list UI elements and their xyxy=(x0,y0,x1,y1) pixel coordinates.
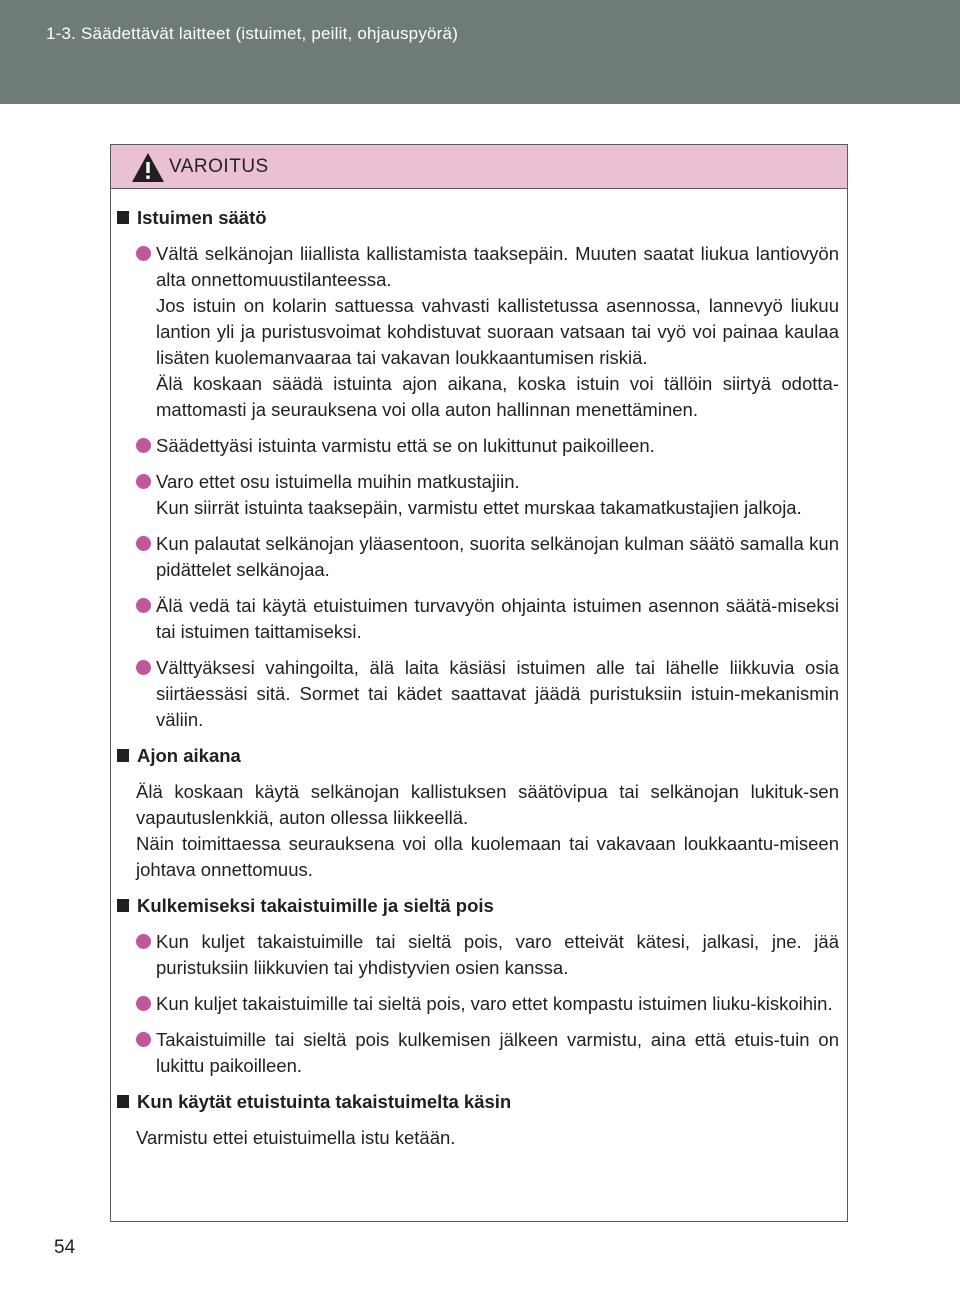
section-paragraph xyxy=(115,779,839,883)
bullet-text: Kun siirrät istuinta taaksepäin, varmistu ettet murskaa takamatkustajien jalkoja. xyxy=(156,497,802,518)
paragraph-text: Näin toimittaessa seurauksena voi olla kuolemaan tai vakavaan loukkaantu-miseen johtava onnettomuus. xyxy=(136,833,839,880)
bullet-item xyxy=(115,531,839,583)
section-heading xyxy=(115,1089,839,1115)
circle-bullet-icon xyxy=(136,474,151,489)
circle-bullet-icon xyxy=(136,934,151,949)
bullet-text: Välttyäksesi vahingoilta, älä laita käsiäsi istuimen alle tai lähelle liikkuvia osia siirtäessäsi sitä. Sormet tai kädet saattavat jäädä puristuksiin istuin-mekanismin väliin. xyxy=(156,657,839,730)
bullet-item xyxy=(115,1027,839,1079)
section-heading-text: Kun käytät etuistuinta takaistuimelta käsin xyxy=(137,1091,512,1112)
page-number: 54 xyxy=(54,1237,76,1258)
bullet-text: Jos istuin on kolarin sattuessa vahvasti kallistetussa asennossa, lannevyö liukuu lantion yli ja puristusvoimat kohdistuvat suoraan vatsaan tai vyö voi painaa kaulaa lisäten kuolemanvaaraa tai vakavan loukkaantumisen riskiä. xyxy=(156,295,839,368)
paragraph-text: Varmistu ettei etuistuimella istu ketään. xyxy=(136,1127,456,1148)
bullet-text: Kun kuljet takaistuimille tai sieltä pois, varo etteivät kätesi, jalkasi, jne. jää puristuksiin liikkuvien tai yhdistyvien osien kanssa. xyxy=(156,931,839,978)
warning-box xyxy=(110,144,848,1222)
header-title: 1-3. Säädettävät laitteet (istuimet, peilit, ohjauspyörä) xyxy=(46,24,459,43)
circle-bullet-icon xyxy=(136,598,151,613)
section-heading-text: Kulkemiseksi takaistuimille ja sieltä pois xyxy=(137,895,494,916)
bullet-item xyxy=(115,593,839,645)
paragraph-text: Älä koskaan käytä selkänojan kallistuksen säätövipua tai selkänojan lukituk-sen vapautuslenkkiä, auton ollessa liikkeellä. xyxy=(136,781,839,828)
bullet-text: Vältä selkänojan liiallista kallistamista taaksepäin. Muuten saatat liukua lantiovyön alta onnettomuustilanteessa. xyxy=(156,243,839,290)
bullet-text: Takaistuimille tai sieltä pois kulkemisen jälkeen varmistu, aina että etuis-tuin on lukittu paikoilleen. xyxy=(156,1029,839,1076)
square-bullet-icon xyxy=(117,1095,129,1108)
section-heading-text: Ajon aikana xyxy=(137,745,241,766)
warning-header xyxy=(111,145,847,189)
bullet-text: Kun palautat selkänojan yläasentoon, suorita selkänojan kulman säätö samalla kun pidättelet selkänojaa. xyxy=(156,533,839,580)
section-paragraph xyxy=(115,1125,839,1151)
square-bullet-icon xyxy=(117,211,129,224)
bullet-text: Varo ettet osu istuimella muihin matkustajiin. xyxy=(156,471,520,492)
circle-bullet-icon xyxy=(136,536,151,551)
warning-title: VAROITUS xyxy=(169,156,269,177)
warning-section xyxy=(115,205,839,733)
section-heading-text: Istuimen säätö xyxy=(137,207,267,228)
bullet-item xyxy=(115,433,839,459)
bullet-text: Älä vedä tai käytä etuistuimen turvavyön ohjainta istuimen asennon säätä-miseksi tai istuimen taittamiseksi. xyxy=(156,595,839,642)
bullet-text: Säädettyäsi istuinta varmistu että se on lukittunut paikoilleen. xyxy=(156,435,655,456)
bullet-item xyxy=(115,469,839,521)
warning-triangle-icon xyxy=(131,152,165,183)
section-heading xyxy=(115,893,839,919)
circle-bullet-icon xyxy=(136,438,151,453)
section-heading xyxy=(115,743,839,769)
bullet-item xyxy=(115,929,839,981)
bullet-text: Älä koskaan säädä istuinta ajon aikana, koska istuin voi tällöin siirtyä odotta-mattomasti ja seurauksena voi olla auton hallinnan menettäminen. xyxy=(156,373,839,420)
bullet-item xyxy=(115,991,839,1017)
header-bar xyxy=(0,0,960,104)
circle-bullet-icon xyxy=(136,660,151,675)
circle-bullet-icon xyxy=(136,246,151,261)
circle-bullet-icon xyxy=(136,996,151,1011)
square-bullet-icon xyxy=(117,899,129,912)
square-bullet-icon xyxy=(117,749,129,762)
section-heading xyxy=(115,205,839,231)
warning-section xyxy=(115,893,839,1079)
warning-section xyxy=(115,743,839,883)
bullet-item xyxy=(115,241,839,423)
circle-bullet-icon xyxy=(136,1032,151,1047)
bullet-item xyxy=(115,655,839,733)
bullet-text: Kun kuljet takaistuimille tai sieltä pois, varo ettet kompastu istuimen liuku-kiskoihin. xyxy=(156,993,833,1014)
warning-section xyxy=(115,1089,839,1151)
warning-body xyxy=(111,189,847,1151)
